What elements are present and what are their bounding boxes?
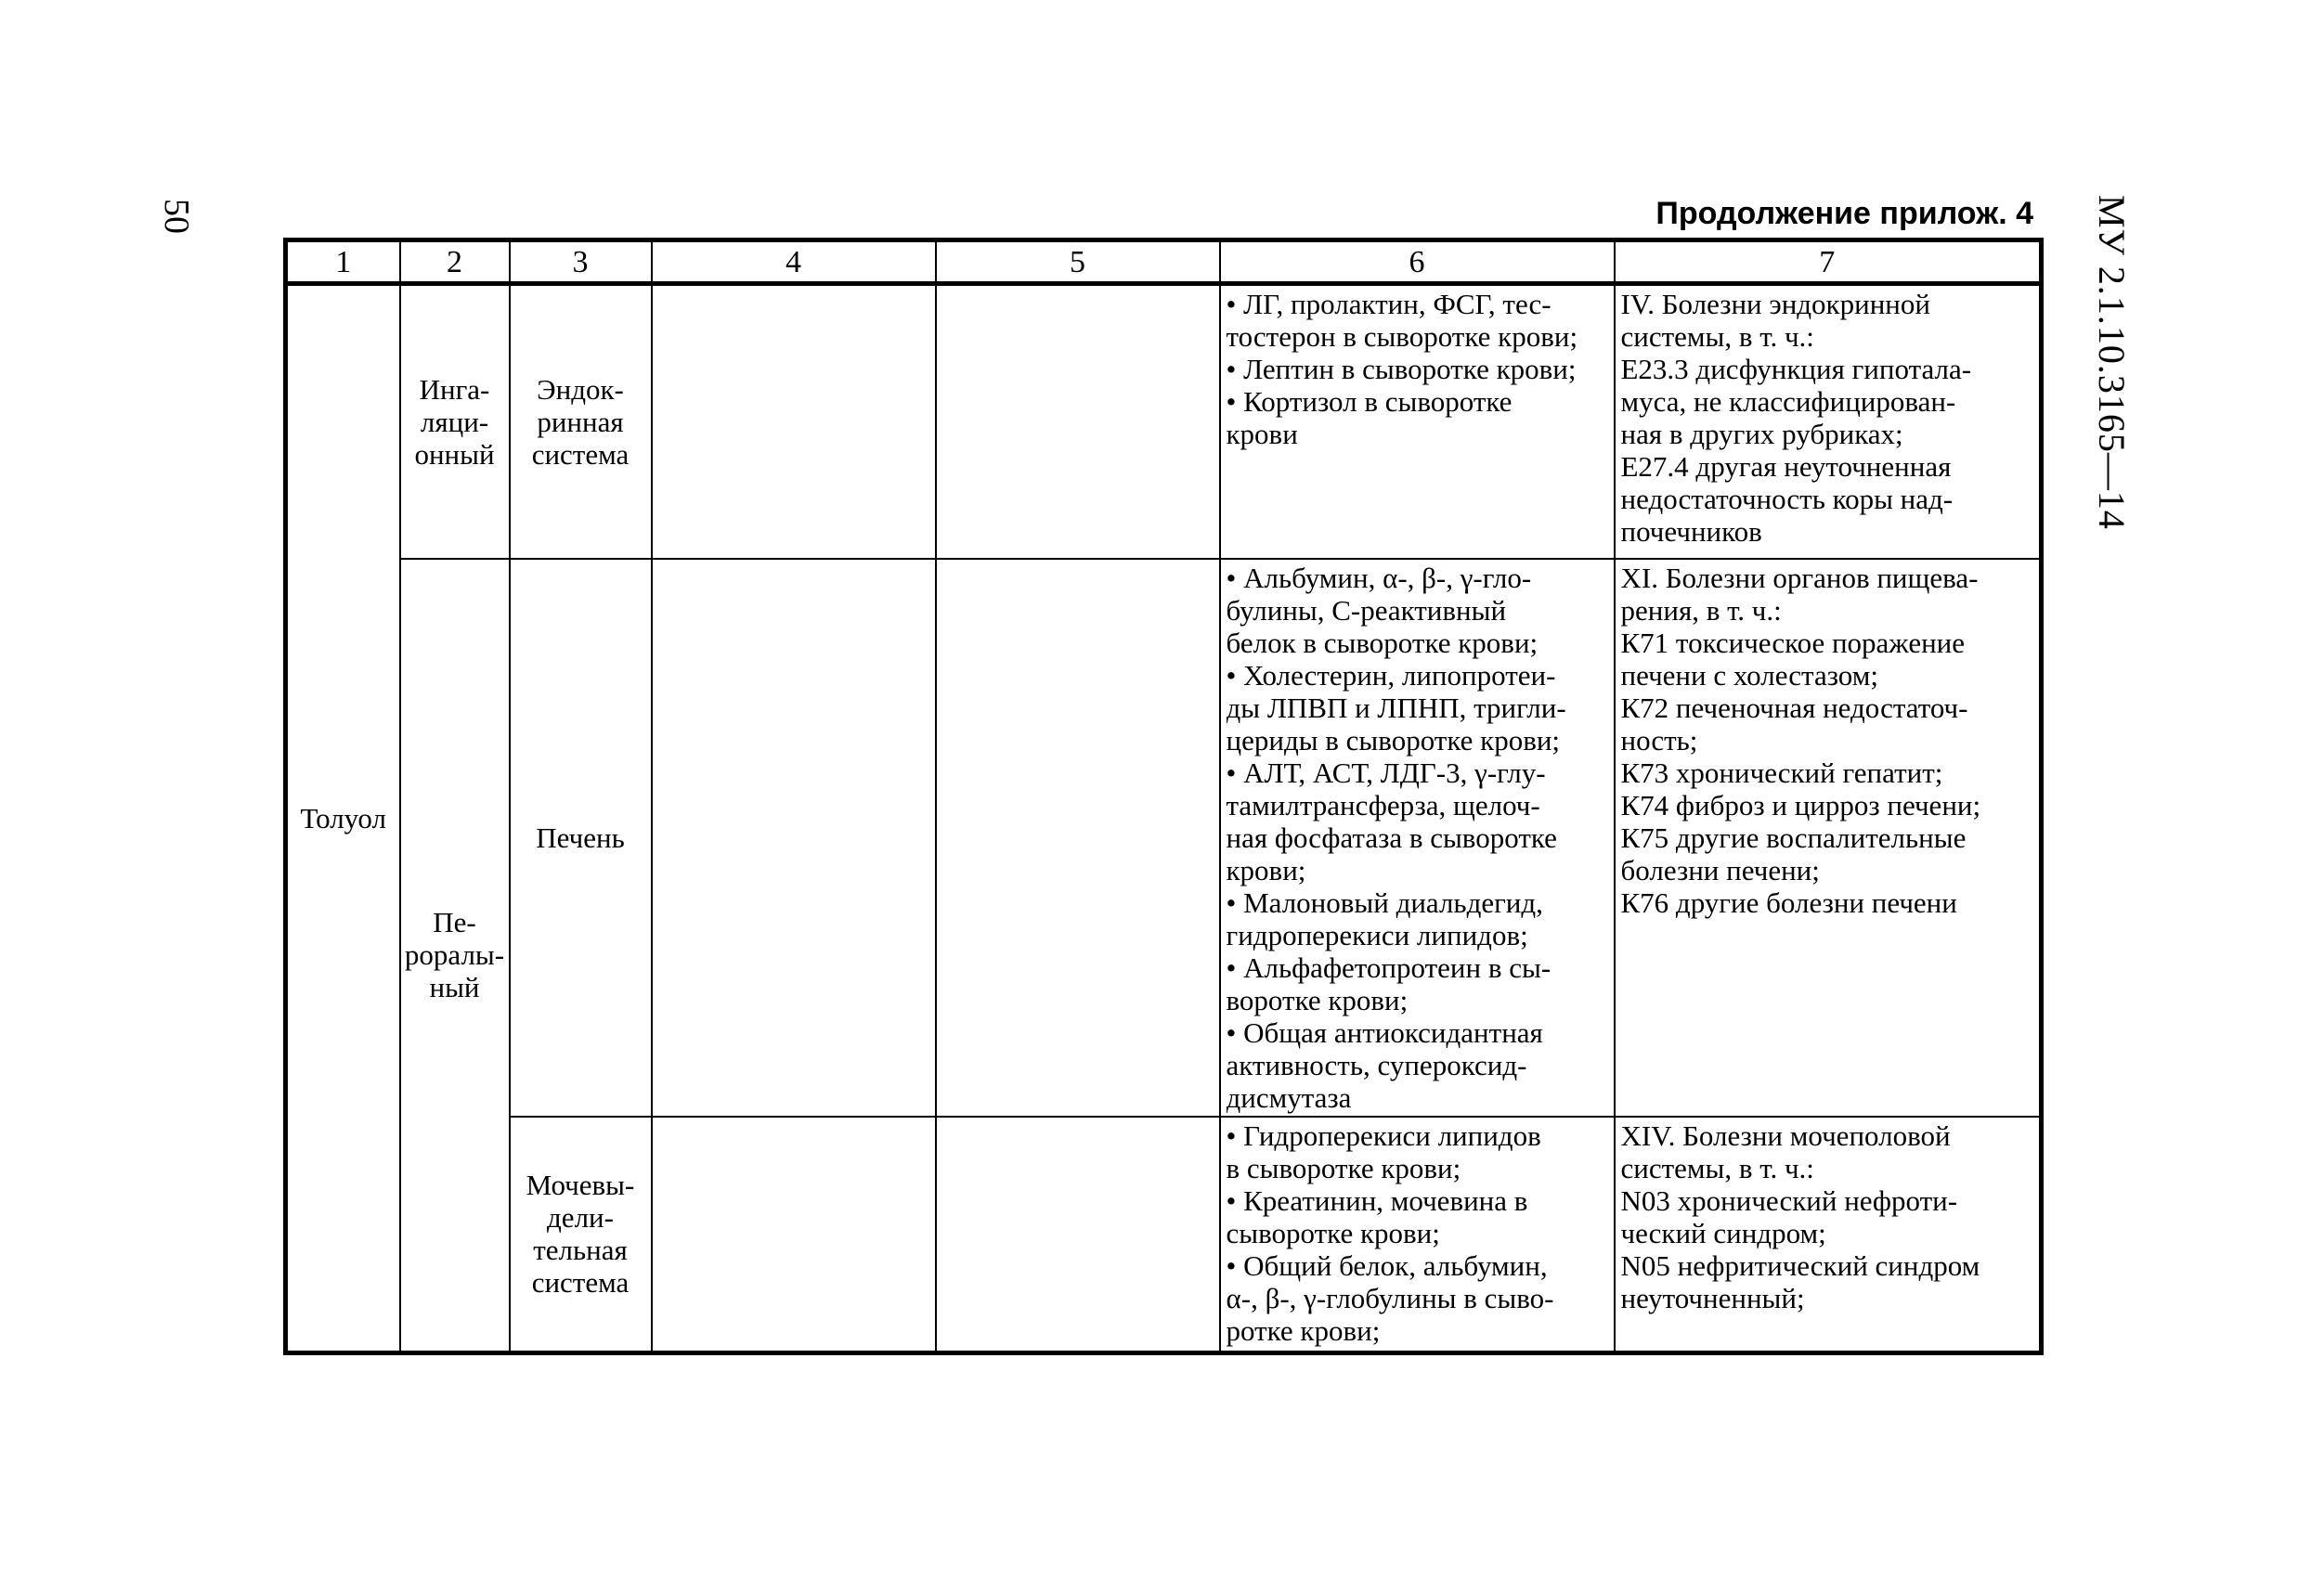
diseases-cell xyxy=(1615,1117,2042,1353)
indicator-line: α-, β-, γ-глобулины в сыво- xyxy=(1226,1281,1554,1314)
substance-name: Толуол xyxy=(300,802,386,834)
diseases-cell xyxy=(1615,284,2042,559)
indicator-line: • Малоновый диальдегид, xyxy=(1226,886,1543,919)
disease-line: К71 токсическое поражение xyxy=(1620,626,1966,659)
appendix-table xyxy=(283,238,2044,1355)
route-text: ляци- xyxy=(420,405,489,438)
indicator-line: тостерон в сыворотке крови; xyxy=(1226,320,1578,353)
disease-line: К74 фиброз и цирроз печени; xyxy=(1620,788,1981,821)
table-row xyxy=(286,1117,2042,1353)
indicator-line: • Креатинин, мочевина в xyxy=(1226,1184,1528,1217)
disease-line: N03 хронический нефроти- xyxy=(1620,1184,1958,1217)
disease-line: IV. Болезни эндокринной xyxy=(1620,288,1930,320)
indicator-line: • ЛГ, пролактин, ФСГ, тес- xyxy=(1226,288,1551,320)
route-text: Инга- xyxy=(419,372,490,406)
indicator-line: ды ЛПВП и ЛПНП, тригли- xyxy=(1226,691,1566,724)
organ-text: тельная xyxy=(533,1234,628,1267)
organ-text: дели- xyxy=(547,1201,614,1235)
indicator-line: цериды в сыворотке крови; xyxy=(1226,723,1561,757)
route-text: онный xyxy=(414,437,495,471)
indicator-line: • АЛТ, АСТ, ЛДГ-3, γ-глу- xyxy=(1226,756,1546,789)
organ-text: ринная xyxy=(537,405,624,438)
indicator-line: в сыворотке крови; xyxy=(1226,1151,1461,1184)
organ-cell xyxy=(510,284,652,559)
column-number: 4 xyxy=(652,240,936,284)
route-cell xyxy=(400,559,510,1353)
route-text: ный xyxy=(429,971,480,1004)
indicator-line: сыворотке крови; xyxy=(1226,1216,1440,1249)
indicator-line: • Кортизол в сыворотке xyxy=(1226,385,1513,418)
route-cell xyxy=(400,284,510,559)
indicator-line: • Лептин в сыворотке крови; xyxy=(1226,353,1577,385)
disease-line: N05 нефритический синдром xyxy=(1620,1248,1980,1282)
page-number: 50 xyxy=(157,199,196,234)
disease-line: ная в других рубриках; xyxy=(1620,418,1903,450)
organ-text: Печень xyxy=(536,821,625,854)
disease-line: печени с холестазом; xyxy=(1620,658,1878,692)
organ-cell xyxy=(510,559,652,1117)
continuation-label: Продолжение прилож. 4 xyxy=(1655,196,2033,231)
disease-line: ность; xyxy=(1620,723,1698,757)
disease-line: муса, не классифицирован- xyxy=(1620,385,1956,418)
disease-line: неуточненный; xyxy=(1620,1281,1805,1314)
indicator-line: • Альфафетопротеин в сы- xyxy=(1226,951,1551,984)
empty-cell xyxy=(936,559,1220,1117)
indicator-line: воротке крови; xyxy=(1226,983,1409,1016)
disease-line: системы, в т. ч.: xyxy=(1620,1151,1814,1184)
indicator-line: • Общий белок, альбумин, xyxy=(1226,1248,1548,1282)
organ-text: Мочевы- xyxy=(526,1169,635,1202)
route-text: роралы- xyxy=(404,938,505,972)
indicators-cell xyxy=(1220,559,1615,1117)
indicator-line: ная фосфатаза в сыворотке xyxy=(1226,821,1557,854)
disease-line: К75 другие воспалительные xyxy=(1620,821,1967,854)
indicator-line: • Общая антиоксидантная xyxy=(1226,1015,1543,1049)
indicators-cell xyxy=(1220,1117,1615,1353)
column-number: 2 xyxy=(400,240,510,284)
indicator-line: гидроперекиси липидов; xyxy=(1226,918,1528,951)
indicator-line: дисмутаза xyxy=(1226,1080,1352,1114)
empty-cell xyxy=(936,284,1220,559)
column-number-row xyxy=(286,240,2042,284)
disease-line: Е27.4 другая неуточненная xyxy=(1620,450,1952,483)
indicator-line: крови; xyxy=(1226,853,1306,886)
indicator-line: • Холестерин, липопротеи- xyxy=(1226,658,1556,692)
organ-text: Эндок- xyxy=(537,372,624,406)
document-code: МУ 2.1.10.3165—14 xyxy=(2091,195,2133,530)
empty-cell xyxy=(652,559,936,1117)
empty-cell xyxy=(936,1117,1220,1353)
table-row xyxy=(286,284,2042,559)
indicator-line: активность, супероксид- xyxy=(1226,1048,1527,1081)
disease-line: XI. Болезни органов пищева- xyxy=(1620,561,1979,594)
disease-line: ческий синдром; xyxy=(1620,1216,1826,1249)
organ-text: система xyxy=(531,437,630,471)
indicator-line: ротке крови; xyxy=(1226,1313,1381,1347)
substance-cell xyxy=(286,284,400,1353)
column-number: 5 xyxy=(936,240,1220,284)
organ-cell xyxy=(510,1117,652,1353)
disease-line: XIV. Болезни мочеполовой xyxy=(1620,1119,1951,1152)
indicator-line: крови xyxy=(1226,418,1298,450)
disease-line: рения, в т. ч.: xyxy=(1620,593,1782,627)
column-number: 3 xyxy=(510,240,652,284)
disease-line: К73 хронический гепатит; xyxy=(1620,756,1943,789)
indicator-line: булины, С-реактивный xyxy=(1226,593,1507,627)
column-number: 7 xyxy=(1615,240,2042,284)
indicator-line: • Альбумин, α-, β-, γ-гло- xyxy=(1226,561,1532,594)
organ-text: система xyxy=(531,1266,630,1300)
indicator-line: тамилтрансферза, щелоч- xyxy=(1226,788,1540,821)
column-number: 6 xyxy=(1220,240,1615,284)
disease-line: недостаточность коры над- xyxy=(1620,483,1954,515)
indicator-line: • Гидроперекиси липидов xyxy=(1226,1119,1541,1152)
disease-line: К72 печеночная недостаточ- xyxy=(1620,691,1968,724)
table-row xyxy=(286,559,2042,1117)
indicators-cell xyxy=(1220,284,1615,559)
column-number: 1 xyxy=(286,240,400,284)
disease-line: системы, в т. ч.: xyxy=(1620,320,1814,353)
disease-line: К76 другие болезни печени xyxy=(1620,886,1957,919)
indicator-line: белок в сыворотке крови; xyxy=(1226,626,1539,659)
disease-line: Е23.3 дисфункция гипотала- xyxy=(1620,353,1972,385)
disease-line: болезни печени; xyxy=(1620,853,1820,886)
empty-cell xyxy=(652,284,936,559)
disease-line: почечников xyxy=(1620,515,1762,548)
diseases-cell xyxy=(1615,559,2042,1117)
empty-cell xyxy=(652,1117,936,1353)
route-text: Пе- xyxy=(433,906,476,939)
